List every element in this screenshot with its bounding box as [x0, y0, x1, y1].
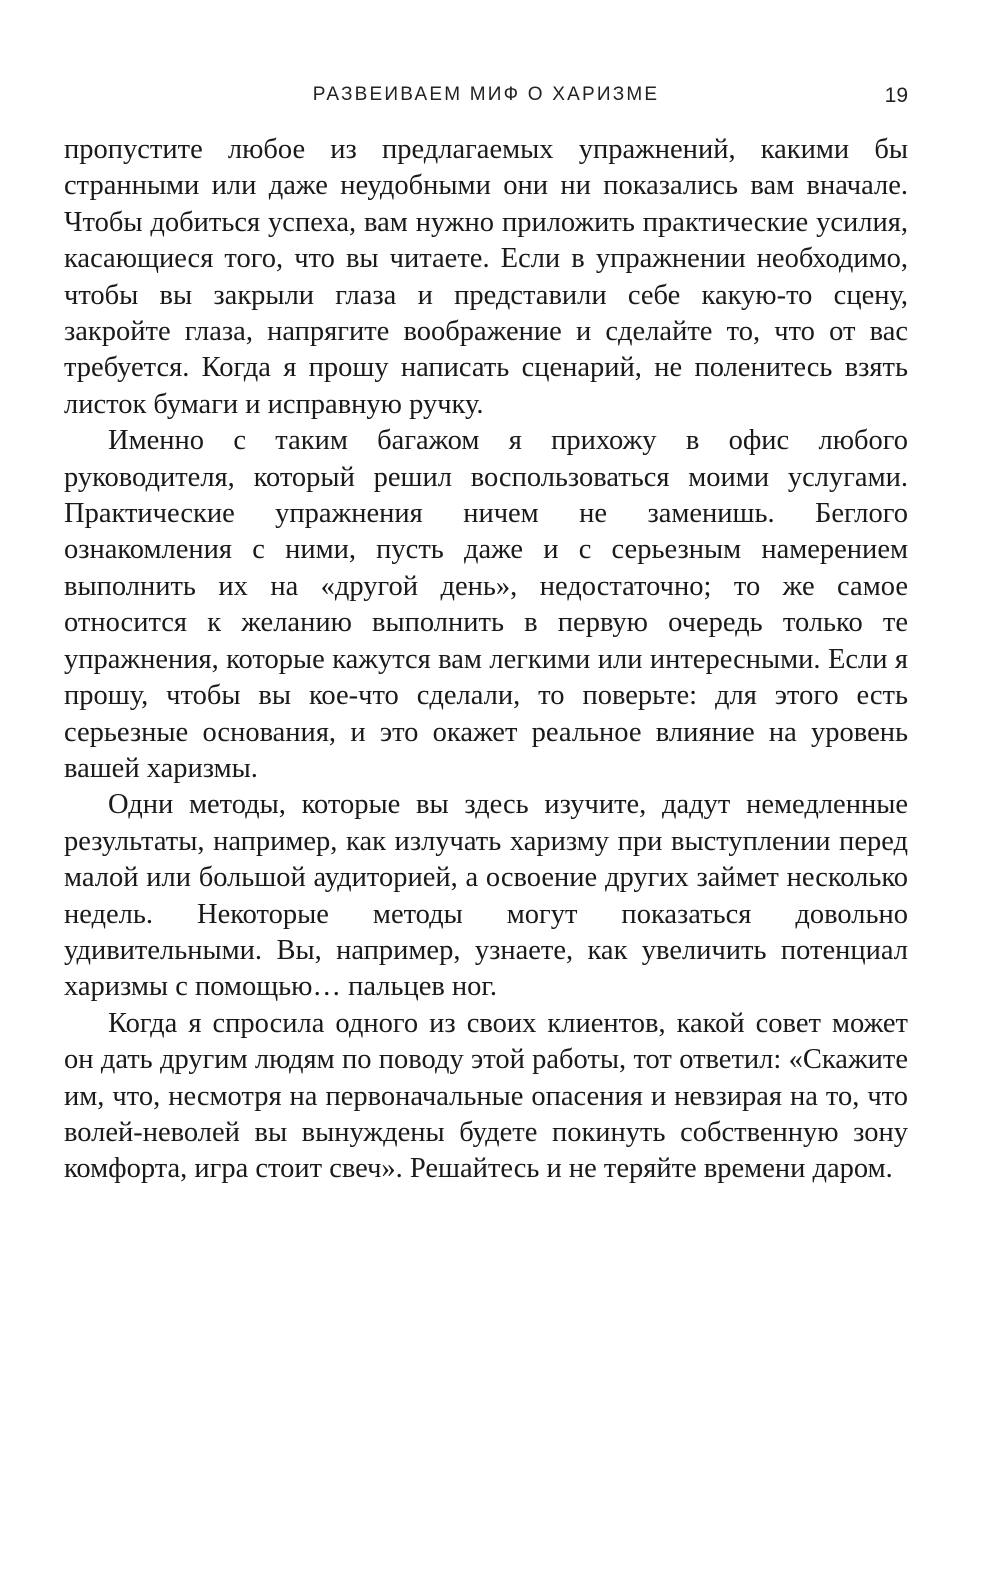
paragraph: Одни методы, которые вы здесь изучите, дадут немедленные результаты, например, как излучать харизму при выступлении перед малой или большой аудиторией, а освоение других займет несколько недель. Некоторые методы могут показаться довольно удивительными. Вы, например, узнаете, как увеличить потенциал харизмы с помощью… пальцев ног.: [64, 789, 908, 1003]
page-number: 19: [884, 84, 908, 107]
paragraph: Когда я спросила одного из своих клиентов, какой совет может он дать другим людям по поводу этой работы, тот ответил: «Скажите им, что, несмотря на первоначальные опасения и невзирая на то, что волей-неволей вы вынуждены будете покинуть собственную зону комфорта, игра стоит свеч». Решайтесь и не теряйте времени даром.: [64, 1007, 908, 1185]
paragraph-continued: пропустите любое из предлагаемых упражнений, какими бы странными или даже неудобными они ни показались вам вначале. Чтобы добиться успеха, вам нужно приложить практические усилия, касающиеся того, что вы читаете. Если в упражнении необходимо, чтобы вы закрыли глаза и представили себе какую-то сцену, закройте глаза, напрягите воображение и сделайте то, что от вас требуется. Когда я прошу написать сценарий, не поленитесь взять листок бумаги и исправную ручку.: [64, 134, 908, 420]
running-title: РАЗВЕИВАЕМ МИФ О ХАРИЗМЕ: [312, 84, 660, 105]
paragraph: Именно с таким багажом я прихожу в офис любого руководителя, который решил воспользоваться моими услугами. Практические упражнения ничем не заменишь. Беглого ознакомления с ними, пусть даже и с серьезным намерением выполнить их на «другой день», недостаточно; то же самое относится к желанию выполнить в первую очередь только те упражнения, которые кажутся вам легкими или интересными. Если я прошу, чтобы вы кое-что сделали, то поверьте: для этого есть серьезные основания, и это окажет реальное влияние на уровень вашей харизмы.: [64, 425, 908, 784]
running-head: [64, 84, 908, 114]
body-text: [64, 132, 908, 1188]
